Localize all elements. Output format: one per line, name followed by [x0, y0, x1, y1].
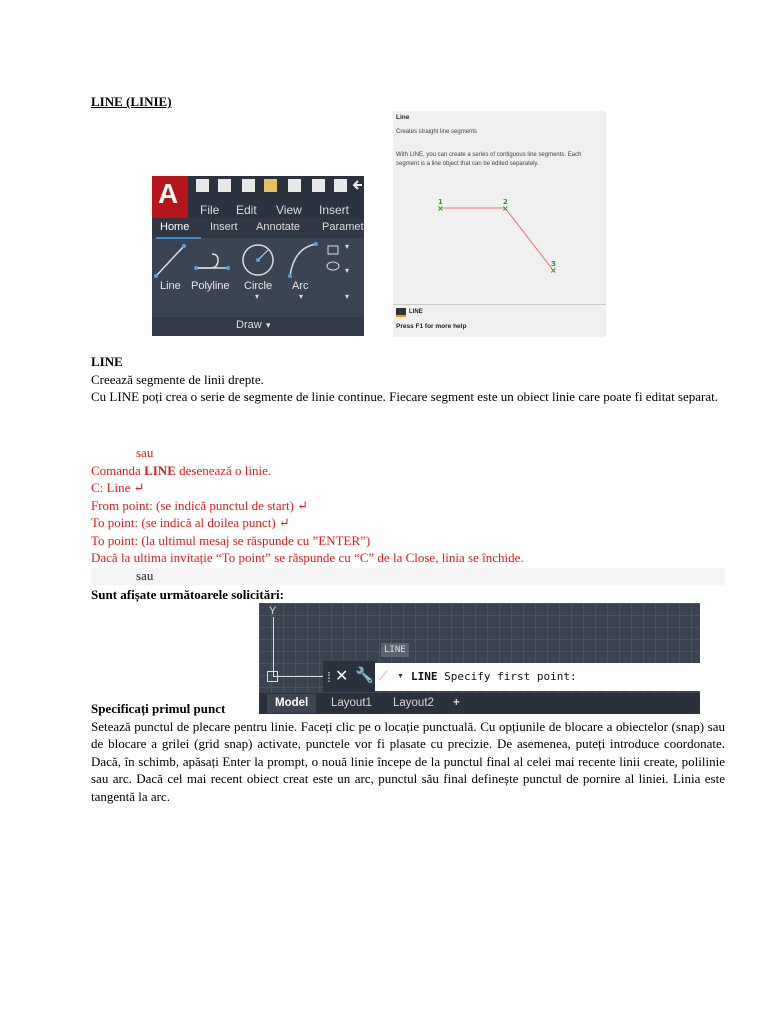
hatch-dropdown-icon[interactable]: ▾ [345, 292, 350, 301]
line-description-section [91, 353, 725, 406]
arc-tool-label[interactable]: Arc [292, 280, 309, 292]
point-marker: × [550, 266, 557, 275]
active-tab-indicator [156, 237, 201, 239]
tooltip-title: Line [396, 114, 410, 121]
save-icon[interactable] [242, 179, 255, 192]
command-history-tag: LINE [381, 643, 409, 657]
draw-tool-icons [152, 240, 364, 280]
ellipse-tool-icon [327, 262, 339, 270]
tab-home[interactable]: Home [160, 221, 190, 233]
alternative-label: sau [136, 445, 154, 460]
paragraph: Cu LINE poți crea o serie de segmente de linie continue. Fiecare segment este un obiect linie care poate fi editat separat. [91, 389, 718, 404]
to-point-final-step: To point: (la ultimul mesaj se răspunde cu ”ENTER”) [91, 532, 371, 548]
tooltip-long-description: With LINE, you can create a series of contiguous line segments. Each segment is a line object that can be edited separately. [396, 152, 582, 167]
ucs-origin-icon [267, 671, 278, 682]
ucs-y-label: Y [269, 605, 277, 617]
save-as-icon[interactable] [264, 179, 277, 192]
command-keyword: LINE [144, 462, 176, 478]
tooltip-help-hint: Press F1 for more help [396, 323, 467, 330]
line-tool-label[interactable]: Line [160, 280, 181, 292]
line-tool-icon [154, 244, 186, 278]
command-entry: C: Line ↵ [91, 480, 145, 495]
command-sequence-block [91, 444, 725, 584]
point-marker: × [502, 204, 509, 213]
tab-annotate[interactable]: Annotate [256, 221, 301, 233]
point-label: 3 [551, 260, 556, 268]
paragraph: Creează segmente de linii drepte. [91, 371, 264, 387]
polyline-tool-icon [194, 254, 230, 270]
menu-insert[interactable]: Insert [319, 203, 350, 217]
section-title: Specificați primul punct [91, 701, 226, 716]
ellipse-dropdown-icon[interactable]: ▾ [345, 266, 350, 275]
line-tooltip-screenshot [393, 111, 606, 337]
tooltip-command-name: LINE [409, 309, 423, 315]
close-icon[interactable]: ✕ [335, 668, 349, 685]
command-line-screenshot [259, 603, 700, 714]
new-icon[interactable] [196, 179, 209, 192]
tooltip-separator [393, 304, 606, 305]
tab-layout2[interactable]: Layout2 [393, 697, 434, 709]
open-icon[interactable] [218, 179, 231, 192]
polyline-tool-label[interactable]: Polyline [191, 280, 230, 292]
share-icon[interactable] [288, 179, 301, 192]
circle-tool-icon [243, 245, 273, 275]
tab-layout1[interactable]: Layout1 [331, 697, 372, 709]
circle-dropdown-icon[interactable]: ▾ [255, 292, 260, 301]
example-line-segments [440, 208, 553, 270]
command-line-icon [396, 308, 406, 317]
point-label: 1 [438, 198, 443, 206]
recent-commands-icon[interactable]: ⟋ [379, 669, 388, 683]
alternative-label: sau [136, 567, 154, 583]
to-point-step: To point: (se indică al doilea punct) ↵ [91, 515, 290, 530]
point-marker: × [437, 204, 444, 213]
close-option-note: Dacă la ultima invitație “To point” se răspunde cu “C” de la Close, linia se închide. [91, 550, 524, 565]
autocad-logo[interactable]: A [152, 176, 188, 218]
command-prompt-text: LINE Specify first point: [411, 670, 577, 683]
rectangle-dropdown-icon[interactable]: ▾ [345, 242, 350, 251]
ucs-y-axis [273, 617, 274, 677]
draw-panel-expand-icon[interactable]: ▾ [266, 320, 271, 330]
plot-icon[interactable] [312, 179, 325, 192]
arc-dropdown-icon[interactable]: ▾ [299, 292, 304, 301]
menu-file[interactable]: File [200, 203, 220, 217]
arc-tool-icon [288, 242, 318, 278]
tab-model[interactable]: Model [267, 694, 316, 713]
chevron-down-icon[interactable]: ▼ [397, 673, 404, 680]
section-title: LINE [91, 354, 123, 369]
point-label: 2 [503, 198, 508, 206]
rectangle-tool-icon [328, 246, 338, 254]
command-intro: Comanda LINE desenează o linie. [91, 462, 272, 478]
ribbon-screenshot [152, 176, 364, 336]
print-icon[interactable] [334, 179, 347, 192]
specify-first-point-section [91, 700, 725, 805]
tab-parametric[interactable]: Paramet [322, 221, 364, 233]
drag-grip-icon[interactable]: ⁞ [327, 669, 331, 685]
prompts-heading: Sunt afișate următoarele solicitări: [91, 587, 284, 602]
paragraph: Setează punctul de plecare pentru linie. Faceți clic pe o locație punctuală. Cu opțiunile de blocare a obiectelor (snap) sau de blocare a grilei (grid snap) activate, punctele vor fi plasate cu precizie. De asemenea, puteți introduce coordonate. Dacă, în schimb, apăsați Enter la prompt, o nouă linie începe de la punctul final al celei mai recente linii create, polilinie sau arc. Dacă cel mai recent obiect creat este un arc, punctul său final definește punctul de pornire al liniei. Linia este tangentă la arc. [91, 718, 725, 804]
tooltip-short-description: Creates straight line segments [396, 129, 478, 135]
draw-panel-label[interactable]: Draw [236, 319, 262, 331]
undo-icon[interactable] [352, 179, 364, 191]
document-heading: LINE (LINIE) [91, 94, 172, 109]
line-example-diagram [393, 191, 606, 291]
add-layout-button[interactable]: + [453, 697, 460, 709]
circle-tool-label[interactable]: Circle [244, 280, 273, 292]
from-point-step: From point: (se indică punctul de start) ↵ [91, 497, 309, 513]
menu-view[interactable]: View [276, 203, 302, 217]
tab-insert[interactable]: Insert [210, 221, 238, 233]
customize-wrench-icon[interactable]: 🔧 [355, 667, 374, 684]
menu-edit[interactable]: Edit [236, 203, 257, 217]
